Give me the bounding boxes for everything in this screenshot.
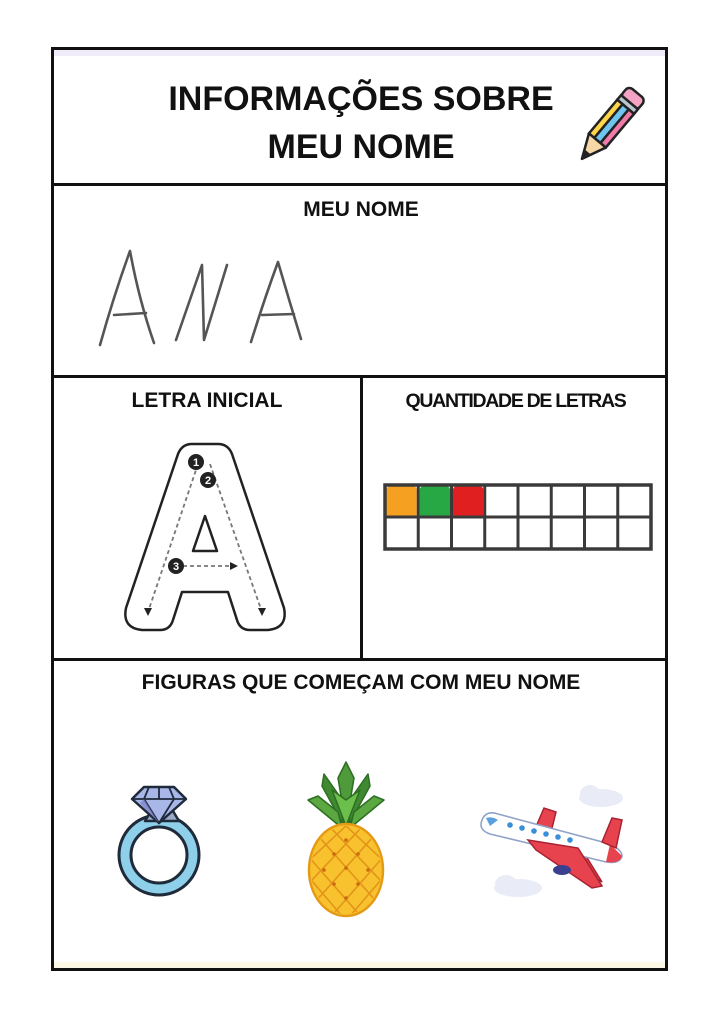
divider-vertical: [360, 375, 363, 658]
pencil-icon: [562, 84, 652, 174]
letter-count-grid: [383, 483, 655, 553]
stroke-number-1: 1: [192, 457, 200, 469]
pineapple-icon: [304, 760, 388, 918]
figures-section-label: FIGURAS QUE COMEÇAM COM MEU NOME: [141, 671, 581, 694]
title-line-2: MEU NOME: [267, 128, 455, 166]
filled-cell: [387, 487, 417, 518]
stroke-number-2: 2: [204, 475, 212, 487]
divider-bottom: [54, 658, 665, 661]
count-section-label: QUANTIDADE DE LETRAS: [405, 390, 626, 412]
initial-section-label: LETRA INICIAL: [131, 389, 283, 412]
divider-header: [54, 183, 665, 186]
bottom-tint-strip: [54, 962, 665, 968]
letter-a-tracing: [122, 440, 288, 635]
handwritten-name: [94, 245, 314, 350]
filled-cell: [420, 487, 450, 518]
filled-cell: [453, 487, 483, 518]
airplane-icon: [474, 778, 634, 908]
stroke-number-3: 3: [172, 561, 180, 573]
worksheet: [51, 47, 668, 971]
name-section-label: MEU NOME: [303, 198, 419, 221]
title-line-1: INFORMAÇÕES SOBRE: [168, 80, 554, 118]
ring-icon: [112, 781, 206, 903]
top-tint-strip: [54, 50, 665, 56]
